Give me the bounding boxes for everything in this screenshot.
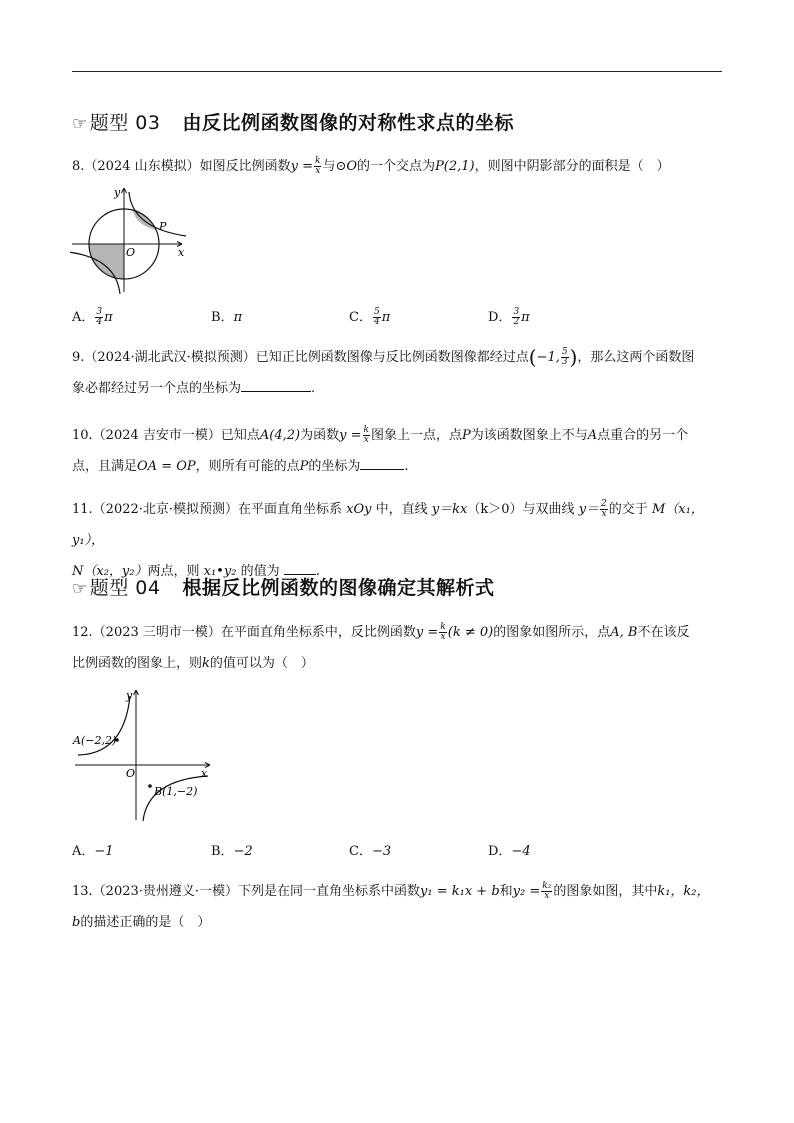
question-9: 9.（2024·湖北武汉·模拟预测）已知正比例函数图像与反比例函数图像都经过点(−1, $\frac{5}{3}$ )，那么这两个函数图 象必都经过另一个点的坐标为 . (72, 345, 695, 396)
section-heading-03: ☞ 题型 03 由反比例函数图像的对称性求点的坐标 (72, 112, 514, 134)
svg-text:O: O (126, 767, 136, 780)
point-b (148, 784, 152, 788)
q12-figure (70, 688, 220, 823)
question-11: 11.（2022·北京·模拟预测）在平面直角坐标系 xOy 中，直线 y＝kx（k＞0）与双曲线 y＝ $\frac{2}{x}$ 的交于 M（x₁，y₁）， N（x₂，y₂）两点，则 x₁•y₂ 的值为 . (72, 499, 704, 579)
svg-text:x: x (201, 767, 208, 780)
option-a[interactable]: A． $\frac{3}{4}$ π (72, 307, 113, 327)
section-heading-04: ☞ 题型 04 根据反比例函数的图像确定其解析式 (72, 577, 495, 599)
pointing-hand-icon: ☞ (72, 579, 88, 599)
hyperbola-q1 (129, 192, 186, 236)
q8-options (72, 306, 724, 328)
option-b[interactable]: B．−2 (211, 844, 253, 859)
q12-options (72, 840, 724, 862)
q8-figure (70, 184, 190, 296)
svg-text:P: P (159, 220, 167, 233)
svg-text:y: y (114, 186, 121, 199)
question-8: 8.（2024 山东模拟）如图反比例函数y = $\frac{k}{x}$ 与⊙O的一个交点为P(2,1)，则图中阴影部分的面积是（ ） (72, 156, 670, 176)
option-b[interactable]: B．π (211, 310, 243, 325)
option-c[interactable]: C． $\frac{5}{4}$ π (349, 307, 391, 327)
option-c[interactable]: C．−3 (349, 844, 392, 859)
question-12: 12.（2023 三明市一模）在平面直角坐标系中，反比例函数y = $\frac{k}{x}$ (k ≠ 0)的图象如图所示，点A, B不在该反 比例函数的图象上，则k的值可以为（ ） (72, 622, 690, 671)
answer-blank[interactable] (360, 455, 404, 470)
option-d[interactable]: D．−4 (488, 844, 531, 859)
answer-blank[interactable] (241, 377, 311, 392)
svg-text:O: O (126, 246, 136, 259)
svg-text:B(1,−2): B(1,−2) (154, 785, 198, 798)
svg-text:A(−2,2): A(−2,2) (73, 734, 117, 747)
pointing-hand-icon: ☞ (72, 114, 88, 134)
option-d[interactable]: D． $\frac{3}{2}$ π (488, 307, 530, 327)
top-rule (72, 71, 722, 72)
option-a[interactable]: A．−1 (72, 844, 114, 859)
hyperbola-q4 (143, 776, 208, 821)
svg-text:x: x (178, 246, 185, 259)
svg-text:y: y (126, 689, 133, 702)
question-13: 13.（2023·贵州遵义·一模）下列是在同一直角坐标系中函数y₁ = k₁x + b和y₂ = $\frac{\text{k₂}}{x}$ 的图象如图，其中k₁，k₂， b的描述正确的是（ ） (72, 881, 710, 930)
question-10: 10.（2024 吉安市一模）已知点A(4,2)为函数y = $\frac{k}{x}$ 图象上一点，点P为该函数图象上不与A点重合的另一个 点，且满足OA = OP，则所有可能的点P的坐标为 . (72, 425, 689, 474)
